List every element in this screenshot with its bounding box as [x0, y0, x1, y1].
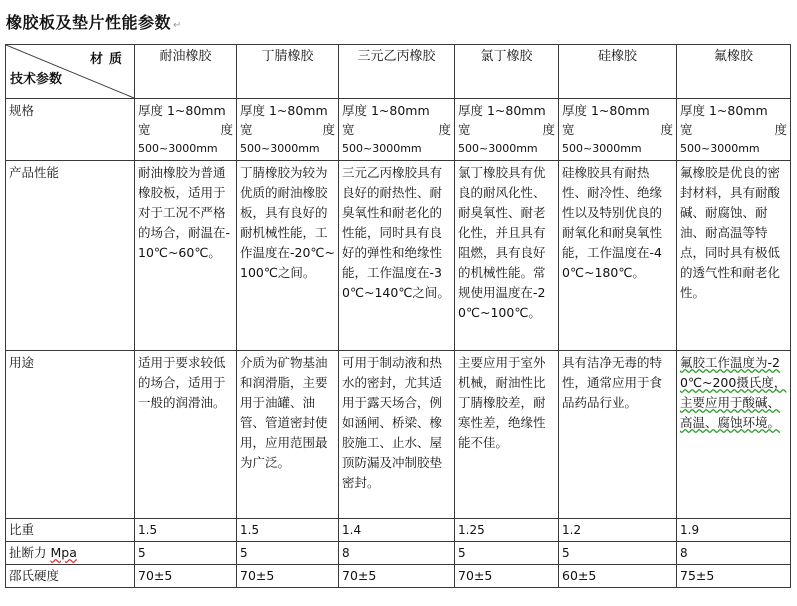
size-width-range: 500~3000mm [680, 142, 760, 155]
tensile-label [6, 542, 135, 565]
specific-gravity-label: 比重 [6, 519, 135, 542]
size-width-label [680, 120, 787, 139]
size-width-char-b: 度 [542, 122, 555, 137]
spec-table [5, 44, 791, 588]
hardness-cell-0: 70±5 [135, 565, 237, 588]
size-width-range: 500~3000mm [562, 142, 642, 155]
tensile-row [6, 542, 791, 565]
size-width-label [138, 120, 233, 139]
usage-row [6, 351, 791, 519]
material-header-3: 氯丁橡胶 [455, 45, 559, 99]
size-width-char-a: 宽 [458, 122, 471, 137]
hardness-cell-2: 70±5 [339, 565, 455, 588]
usage-cell-5 [677, 351, 791, 519]
size-row [6, 99, 791, 161]
size-row-label: 规格 [6, 99, 135, 161]
size-cell-4 [559, 99, 677, 161]
size-width-char-b: 度 [220, 122, 233, 137]
corner-cell [6, 45, 135, 99]
size-width-label [562, 120, 673, 139]
size-width-char-b: 度 [774, 122, 787, 137]
hardness-row [6, 565, 791, 588]
paragraph-mark-icon: ↵ [173, 20, 182, 31]
material-header-4: 硅橡胶 [559, 45, 677, 99]
header-row [6, 45, 791, 99]
specific-gravity-cell-0: 1.5 [135, 519, 237, 542]
material-header-1: 丁腈橡胶 [237, 45, 339, 99]
size-width-char-a: 宽 [240, 122, 253, 137]
size-thickness: 厚度 1~80mm [342, 103, 430, 118]
usage-text-5: 氟胶工作温度为-20℃~200摄氏度，主要应用于酸碱、高温、腐蚀环境。 [680, 355, 787, 430]
size-cell-2 [339, 99, 455, 161]
usage-cell-4: 具有洁净无毒的特性，通常应用于食品药品行业。 [559, 351, 677, 519]
size-width-char-a: 宽 [138, 122, 151, 137]
material-header-0: 耐油橡胶 [135, 45, 237, 99]
usage-cell-2: 可用于制动液和热水的密封，尤其适用于露天场合，例如涵闸、桥梁、橡胶施工、止水、屋顶防漏及冲制胶垫密封。 [339, 351, 455, 519]
corner-material-label: 材质 [89, 52, 128, 67]
size-width-range: 500~3000mm [138, 142, 218, 155]
size-thickness: 厚度 1~80mm [240, 103, 328, 118]
size-width-label [458, 120, 555, 139]
usage-cell-3: 主要应用于室外机械，耐油性比丁腈橡胶差，耐寒性差，绝缘性能不佳。 [455, 351, 559, 519]
usage-cell-0: 适用于要求较低的场合，适用于一般的润滑油。 [135, 351, 237, 519]
tensile-cell-3: 5 [455, 542, 559, 565]
size-width-label [342, 120, 451, 139]
hardness-cell-1: 70±5 [237, 565, 339, 588]
performance-cell-5: 氟橡胶是优良的密封材料，具有耐酸碱、耐腐蚀、耐油、耐高温等特点，同时具有极低的透气性和耐老化性。 [677, 161, 791, 351]
performance-cell-4: 硅橡胶具有耐热性、耐冷性、绝缘性以及特别优良的耐氧化和耐臭氧性能，工作温度在-40℃~180℃。 [559, 161, 677, 351]
tensile-cell-4: 5 [559, 542, 677, 565]
hardness-cell-4: 60±5 [559, 565, 677, 588]
size-thickness: 厚度 1~80mm [680, 103, 768, 118]
size-width-char-b: 度 [660, 122, 673, 137]
page-title-text: 橡胶板及垫片性能参数 [6, 13, 172, 32]
corner-param-label: 技术参数 [10, 72, 63, 87]
tensile-cell-0: 5 [135, 542, 237, 565]
hardness-label: 邵氏硬度 [6, 565, 135, 588]
page-title [6, 10, 182, 33]
specific-gravity-cell-2: 1.4 [339, 519, 455, 542]
size-width-range: 500~3000mm [240, 142, 320, 155]
usage-row-label: 用途 [6, 351, 135, 519]
tensile-cell-1: 5 [237, 542, 339, 565]
size-thickness: 厚度 1~80mm [458, 103, 546, 118]
performance-row-label: 产品性能 [6, 161, 135, 351]
size-width-char-a: 宽 [562, 122, 575, 137]
size-width-range: 500~3000mm [342, 142, 422, 155]
size-cell-1 [237, 99, 339, 161]
performance-cell-3: 氯丁橡胶具有优良的耐风化性、耐臭氧性、耐老化性，并且具有阻燃，具有良好的机械性能。常规使用温度在-20℃~100℃。 [455, 161, 559, 351]
size-thickness: 厚度 1~80mm [562, 103, 650, 118]
performance-cell-0: 耐油橡胶为普通橡胶板，适用于对于工况不严格的场合，耐温在-10℃~60℃。 [135, 161, 237, 351]
performance-cell-1: 丁腈橡胶为较为优质的耐油橡胶板，具有良好的耐机械性能，工作温度在-20℃~100℃之间。 [237, 161, 339, 351]
size-width-range: 500~3000mm [458, 142, 538, 155]
size-cell-0 [135, 99, 237, 161]
performance-row [6, 161, 791, 351]
specific-gravity-cell-1: 1.5 [237, 519, 339, 542]
tensile-label-unit: Mpa [50, 545, 77, 560]
specific-gravity-cell-5: 1.9 [677, 519, 791, 542]
material-header-5: 氟橡胶 [677, 45, 791, 99]
size-width-char-b: 度 [322, 122, 335, 137]
usage-cell-1: 介质为矿物基油和润滑脂，主要用于油罐、油管、管道密封使用，应用范围最为广泛。 [237, 351, 339, 519]
size-cell-3 [455, 99, 559, 161]
size-width-char-a: 宽 [342, 122, 355, 137]
hardness-cell-3: 70±5 [455, 565, 559, 588]
size-cell-5 [677, 99, 791, 161]
tensile-label-main: 扯断力 [9, 545, 47, 560]
size-width-char-a: 宽 [680, 122, 693, 137]
material-header-2: 三元乙丙橡胶 [339, 45, 455, 99]
size-width-char-b: 度 [438, 122, 451, 137]
specific-gravity-cell-3: 1.25 [455, 519, 559, 542]
hardness-cell-5: 75±5 [677, 565, 791, 588]
size-thickness: 厚度 1~80mm [138, 103, 226, 118]
tensile-cell-2: 8 [339, 542, 455, 565]
specific-gravity-row [6, 519, 791, 542]
performance-cell-2: 三元乙丙橡胶具有良好的耐热性、耐臭氧性和耐老化的性能，同时具有良好的弹性和绝缘性能，工作温度在-30℃~140℃之间。 [339, 161, 455, 351]
specific-gravity-cell-4: 1.2 [559, 519, 677, 542]
size-width-label [240, 120, 335, 139]
tensile-cell-5: 8 [677, 542, 791, 565]
